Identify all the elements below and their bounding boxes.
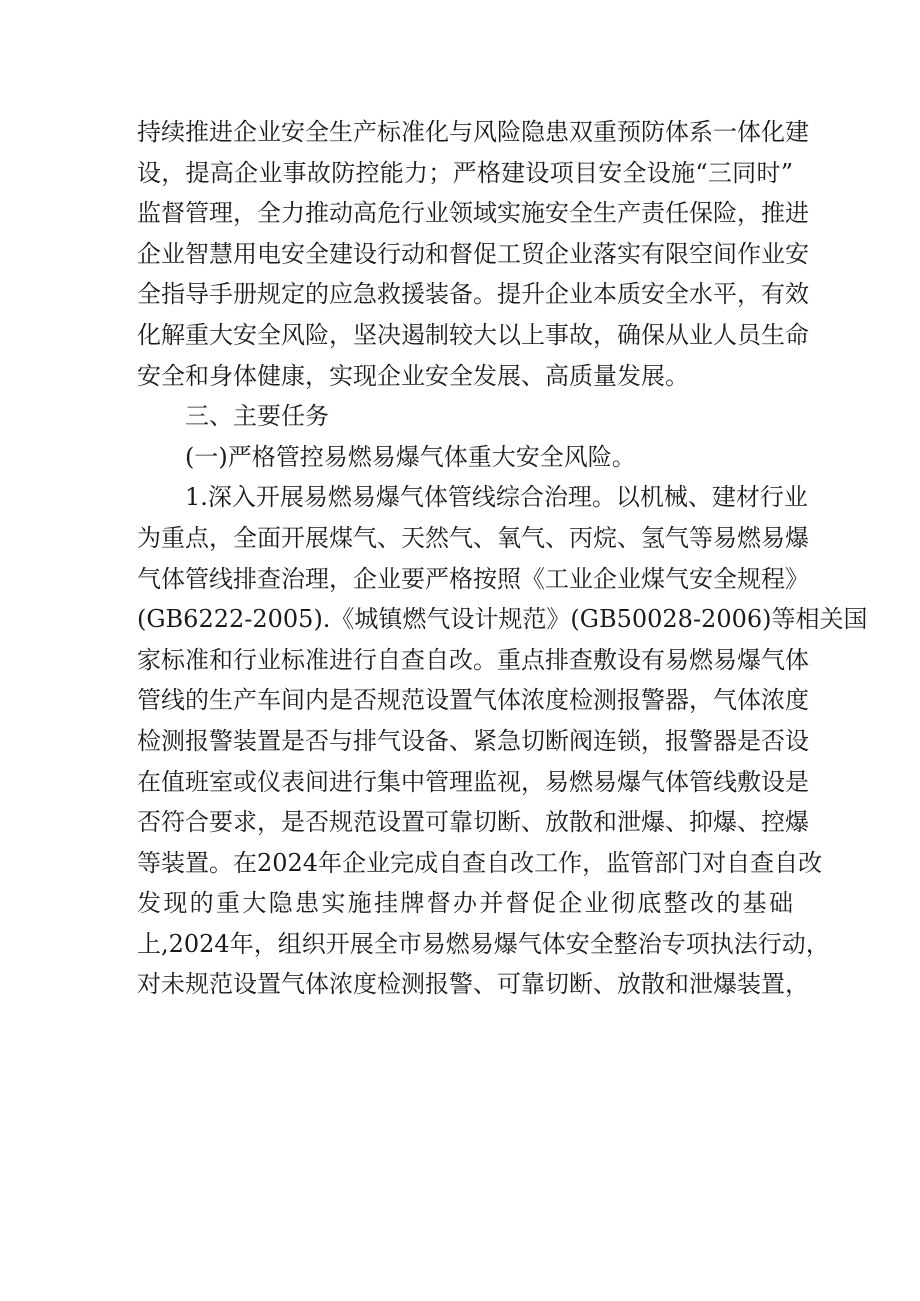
paragraph-line: 对未规范设置气体浓度检测报警、可靠切断、放散和泄爆装置， [137, 970, 809, 999]
subsection-heading: (一)严格管控易燃易爆气体重大安全风险。 [185, 442, 636, 471]
paragraph-line: 发现的重大隐患实施挂牌督办并督促企业彻底整改的基础 [137, 889, 793, 918]
paragraph-line: (GB6222-2005).《城镇燃气设计规范》(GB50028-2006)等相关国 [137, 605, 868, 634]
paragraph-line: 管线的生产车间内是否规范设置气体浓度检测报警器，气体浓度 [137, 686, 809, 715]
paragraph-line: 全指导手册规定的应急救援装备。提升企业本质安全水平，有效 [137, 280, 809, 309]
paragraph-line: 在值班室或仪表间进行集中管理监视，易燃易爆气体管线敷设是 [137, 767, 809, 796]
paragraph-line: 等装置。在2024年企业完成自查自改工作，监管部门对自查自改 [137, 848, 823, 877]
paragraph-line: 上,2024年，组织开展全市易燃易爆气体安全整治专项执法行动， [137, 929, 830, 958]
paragraph-line: 气体管线排查治理，企业要严格按照《工业企业煤气安全规程》 [137, 564, 809, 593]
section-heading: 三、主要任务 [185, 402, 329, 431]
paragraph-line: 监督管理，全力推动高危行业领域实施安全生产责任保险，推进 [137, 199, 809, 228]
document-body [137, 112, 868, 1005]
paragraph-line: 否符合要求，是否规范设置可靠切断、放散和泄爆、抑爆、控爆 [137, 808, 809, 837]
paragraph-line: 企业智慧用电安全建设行动和督促工贸企业落实有限空间作业安 [137, 239, 809, 268]
paragraph-line: 持续推进企业安全生产标准化与风险隐患双重预防体系一体化建 [137, 118, 809, 146]
paragraph-line: 检测报警装置是否与排气设备、紧急切断阀连锁，报警器是否设 [137, 726, 809, 755]
paragraph-line: 安全和身体健康，实现企业安全发展、高质量发展。 [137, 361, 689, 390]
paragraph-line: 为重点，全面开展煤气、天然气、氧气、丙烷、氢气等易燃易爆 [137, 523, 809, 552]
paragraph-line: 1.深入开展易燃易爆气体管线综合治理。以机械、建材行业 [185, 483, 808, 512]
paragraph-line: 设，提高企业事故防控能力；严格建设项目安全设施“三同时” [137, 158, 793, 187]
paragraph-line: 家标准和行业标准进行自查自改。重点排查敷设有易燃易爆气体 [137, 645, 809, 674]
paragraph-line: 化解重大安全风险，坚决遏制较大以上事故，确保从业人员生命 [137, 320, 809, 349]
